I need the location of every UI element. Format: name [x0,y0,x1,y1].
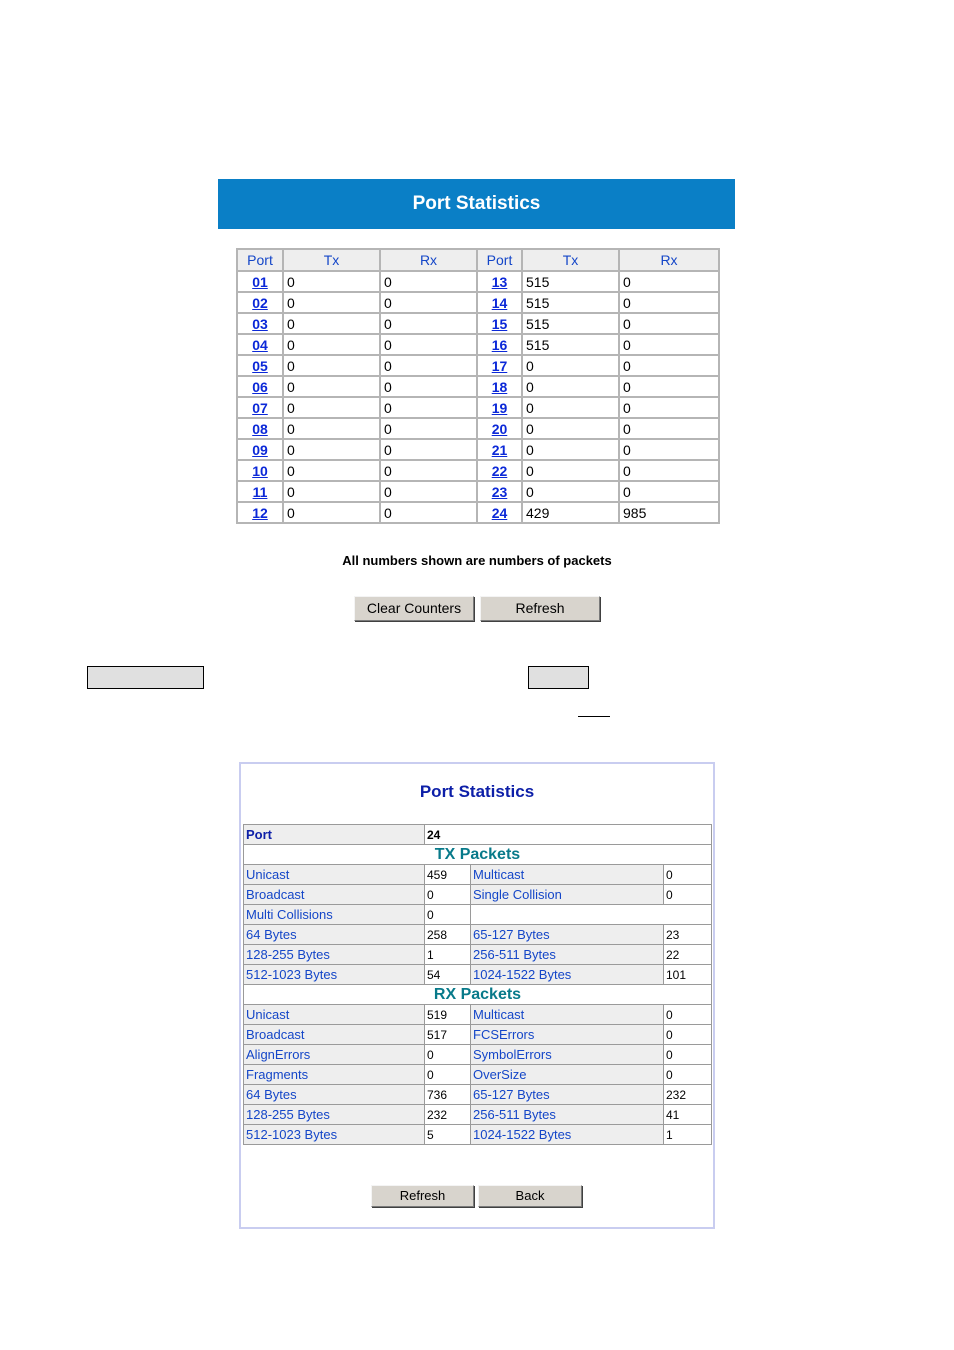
port-link[interactable]: 06 [252,378,268,395]
tx-count: 515 [522,334,619,355]
port-cell [477,334,522,355]
stat-row [244,1065,712,1085]
table-row [237,481,719,502]
port-link[interactable]: 11 [252,483,268,500]
stat-label: 64 Bytes [244,925,425,945]
table-row [237,292,719,313]
tx-count: 515 [522,271,619,292]
rx-count: 0 [380,292,477,313]
clear-counters-button[interactable]: Clear Counters [354,596,474,621]
port-link[interactable]: 03 [252,315,268,332]
stat-value: 459 [425,865,471,885]
port-cell [237,313,283,334]
stat-value: 54 [425,965,471,985]
port-cell [477,460,522,481]
back-button[interactable]: Back [478,1185,582,1207]
port-link[interactable]: 13 [491,273,508,290]
stat-row [244,905,712,925]
port-cell [237,397,283,418]
rx-count: 985 [619,502,719,523]
stat-label: 1024-1522 Bytes [471,1125,664,1145]
stat-row [244,1005,712,1025]
rx-count: 0 [619,397,719,418]
port-cell [237,376,283,397]
rx-packets-heading: RX Packets [244,985,712,1005]
stat-value: 0 [664,865,712,885]
tx-count: 0 [522,439,619,460]
stat-value: 101 [664,965,712,985]
tx-count: 0 [522,481,619,502]
port-link[interactable]: 04 [252,336,268,353]
stat-row [244,885,712,905]
stat-label: Broadcast [244,1025,425,1045]
tx-count: 0 [283,271,380,292]
stat-label: Multi Collisions [244,905,425,925]
stat-value: 0 [425,1065,471,1085]
tx-count: 0 [522,460,619,481]
port-cell [477,271,522,292]
tx-count: 0 [283,502,380,523]
port-value: 24 [425,825,712,845]
stat-value: 0 [664,885,712,905]
table-row [237,271,719,292]
tx-count: 0 [283,334,380,355]
rx-count: 0 [380,481,477,502]
packets-footnote: All numbers shown are numbers of packets [342,553,612,568]
port-detail-table [243,824,712,1145]
stat-value: 0 [425,905,471,925]
stat-value: 736 [425,1085,471,1105]
stat-value: 232 [425,1105,471,1125]
tx-count: 0 [283,355,380,376]
stat-label: Single Collision [471,885,664,905]
empty-cell [471,905,712,925]
stat-value: 5 [425,1125,471,1145]
tx-count: 429 [522,502,619,523]
rx-count: 0 [380,355,477,376]
stat-row [244,925,712,945]
port-link[interactable]: 20 [491,420,508,437]
stat-label: 65-127 Bytes [471,925,664,945]
rx-count: 0 [380,376,477,397]
port-link[interactable]: 12 [252,504,268,521]
col-header-tx: Tx [522,249,619,271]
rx-count: 0 [380,313,477,334]
stat-value: 0 [664,1025,712,1045]
port-link[interactable]: 21 [491,441,508,458]
col-header-port: Port [237,249,283,271]
tx-count: 0 [283,439,380,460]
stat-row [244,1025,712,1045]
rx-count: 0 [380,418,477,439]
placeholder-box [87,666,204,689]
port-cell [237,292,283,313]
tx-count: 0 [283,418,380,439]
port-cell [477,502,522,523]
tx-count: 0 [283,460,380,481]
rx-count: 0 [380,334,477,355]
table-row [237,334,719,355]
stat-label: FCSErrors [471,1025,664,1045]
rx-section-row [244,985,712,1005]
port-statistics-banner: Port Statistics [218,179,735,229]
table-row [237,502,719,523]
stat-label: 256-511 Bytes [471,945,664,965]
tx-count: 0 [522,397,619,418]
port-cell [237,481,283,502]
table-row [237,460,719,481]
stat-row [244,945,712,965]
col-header-rx: Rx [619,249,719,271]
port-cell [237,271,283,292]
port-cell [477,376,522,397]
col-header-port: Port [477,249,522,271]
table-row [237,313,719,334]
tx-count: 0 [283,481,380,502]
stat-value: 41 [664,1105,712,1125]
stat-label: 128-255 Bytes [244,945,425,965]
rx-count: 0 [380,460,477,481]
stat-label: Unicast [244,1005,425,1025]
stat-value: 519 [425,1005,471,1025]
stat-value: 22 [664,945,712,965]
stat-row [244,865,712,885]
stat-value: 232 [664,1085,712,1105]
port-link[interactable]: 01 [252,273,268,290]
stat-label: 128-255 Bytes [244,1105,425,1125]
stat-label: Fragments [244,1065,425,1085]
port-cell [237,502,283,523]
port-link[interactable]: 15 [491,315,508,332]
tx-count: 0 [283,313,380,334]
port-link[interactable]: 18 [491,378,508,395]
rx-count: 0 [380,439,477,460]
stat-label: 512-1023 Bytes [244,1125,425,1145]
stat-value: 1 [425,945,471,965]
tx-count: 0 [283,292,380,313]
port-link[interactable]: 22 [491,462,508,479]
stat-value: 0 [664,1045,712,1065]
stat-value: 0 [664,1065,712,1085]
port-cell [477,355,522,376]
stat-value: 0 [425,885,471,905]
port-cell [477,481,522,502]
stat-label: 65-127 Bytes [471,1085,664,1105]
port-row [244,825,712,845]
tx-count: 515 [522,313,619,334]
tx-count: 0 [522,355,619,376]
table-row [237,418,719,439]
rx-count: 0 [619,334,719,355]
rx-count: 0 [619,418,719,439]
stat-label: Multicast [471,1005,664,1025]
rx-count: 0 [380,271,477,292]
stat-value: 517 [425,1025,471,1045]
rx-count: 0 [619,271,719,292]
port-label: Port [244,825,425,845]
stat-label: 256-511 Bytes [471,1105,664,1125]
port-link[interactable]: 19 [491,399,508,416]
rx-count: 0 [619,376,719,397]
stat-label: AlignErrors [244,1045,425,1065]
stat-label: 1024-1522 Bytes [471,965,664,985]
port-cell [477,397,522,418]
port-link[interactable]: 09 [252,441,268,458]
port-link[interactable]: 23 [491,483,508,500]
port-link[interactable]: 05 [252,357,268,374]
detail-refresh-button[interactable]: Refresh [371,1185,474,1207]
placeholder-box [528,666,589,689]
port-cell [237,334,283,355]
port-link[interactable]: 16 [491,336,508,353]
rx-count: 0 [619,460,719,481]
table-header-row [237,249,719,271]
tx-count: 0 [522,418,619,439]
stat-label: Broadcast [244,885,425,905]
port-statistics-table [236,248,720,524]
table-row [237,439,719,460]
underline-mark [578,716,610,717]
stat-label: Multicast [471,865,664,885]
stat-value: 0 [425,1045,471,1065]
rx-count: 0 [619,313,719,334]
rx-count: 0 [619,481,719,502]
stat-row [244,1105,712,1125]
stat-value: 0 [664,1005,712,1025]
stat-row [244,1125,712,1145]
stat-label: 512-1023 Bytes [244,965,425,985]
tx-section-row [244,845,712,865]
table-row [237,397,719,418]
stat-label: OverSize [471,1065,664,1085]
col-header-rx: Rx [380,249,477,271]
stat-label: 64 Bytes [244,1085,425,1105]
port-cell [477,439,522,460]
port-cell [237,439,283,460]
port-link[interactable]: 02 [252,294,268,311]
port-link[interactable]: 14 [491,294,508,311]
port-cell [237,460,283,481]
rx-count: 0 [619,439,719,460]
tx-count: 515 [522,292,619,313]
stat-value: 258 [425,925,471,945]
stat-label: SymbolErrors [471,1045,664,1065]
detail-panel-title: Port Statistics [419,782,535,801]
port-cell [237,355,283,376]
port-link[interactable]: 07 [252,399,268,416]
tx-count: 0 [283,397,380,418]
port-cell [477,418,522,439]
port-cell [477,292,522,313]
rx-count: 0 [380,397,477,418]
rx-count: 0 [619,355,719,376]
port-cell [237,418,283,439]
stat-value: 1 [664,1125,712,1145]
tx-packets-heading: TX Packets [244,845,712,865]
table-row [237,355,719,376]
rx-count: 0 [619,292,719,313]
col-header-tx: Tx [283,249,380,271]
port-cell [477,313,522,334]
refresh-button[interactable]: Refresh [480,596,600,621]
tx-count: 0 [522,376,619,397]
table-row [237,376,719,397]
stat-label: Unicast [244,865,425,885]
port-link[interactable]: 24 [491,504,508,521]
stat-row [244,1045,712,1065]
stat-row [244,965,712,985]
stat-row [244,1085,712,1105]
stat-value: 23 [664,925,712,945]
tx-count: 0 [283,376,380,397]
port-link[interactable]: 10 [252,462,268,479]
port-link[interactable]: 17 [491,357,508,374]
port-link[interactable]: 08 [252,420,268,437]
rx-count: 0 [380,502,477,523]
